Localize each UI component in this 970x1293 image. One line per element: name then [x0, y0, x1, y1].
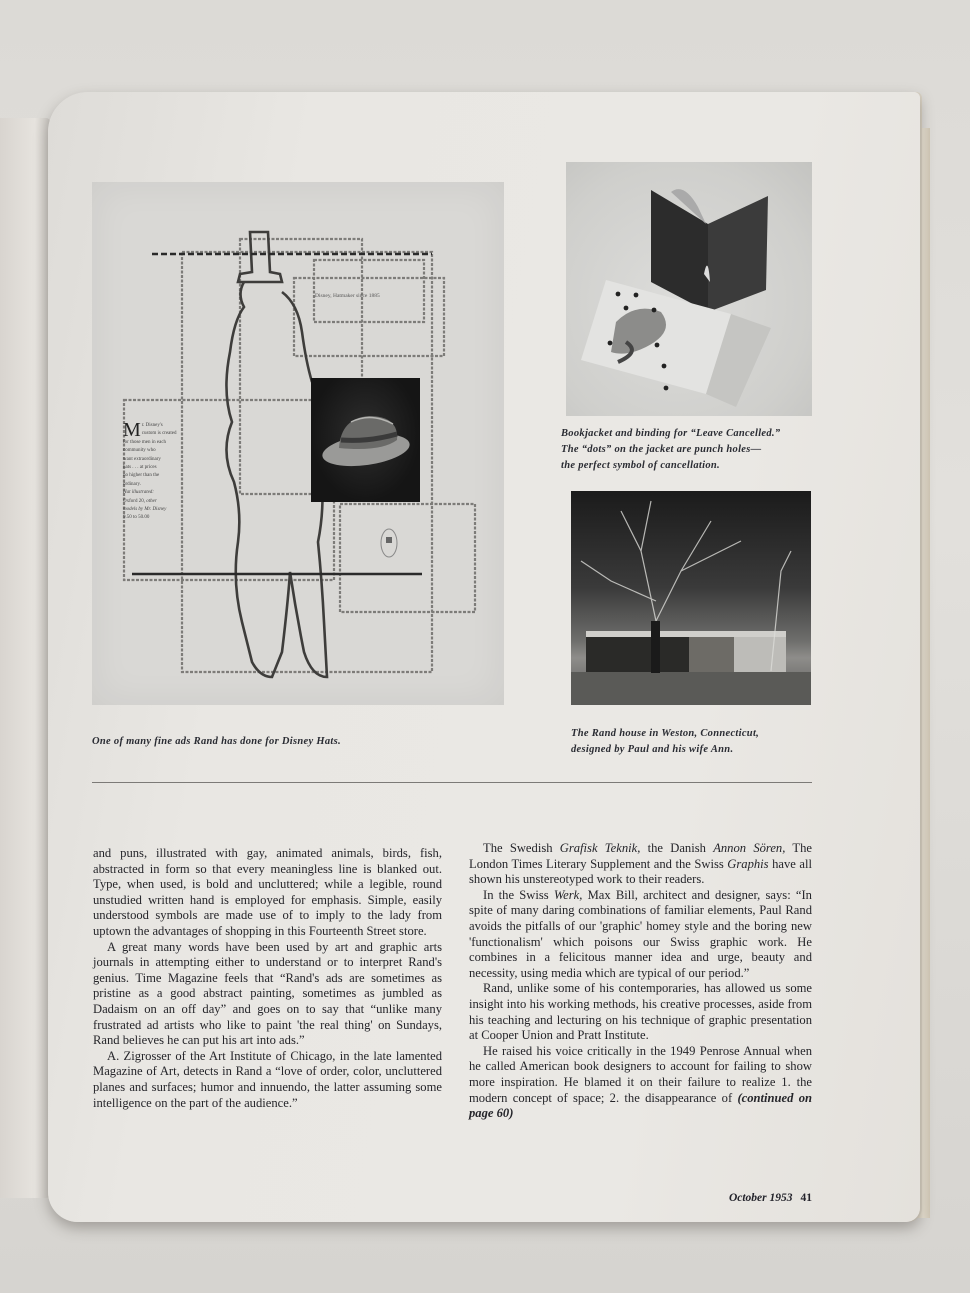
text-run: The Swedish — [483, 841, 560, 855]
article-right-column — [469, 841, 812, 1122]
paragraph: Rand, unlike some of his contemporaries, has allowed us some insight into his working methods, his creative processes, aside from his teaching and lecturing on his technique of graphic presentation at Cooper Union and Pratt Institute. — [469, 981, 812, 1043]
rand-house-photo — [571, 491, 811, 705]
disney-hats-ad-image — [92, 182, 504, 705]
text-run: In the Swiss — [483, 887, 554, 902]
ad-copy-line: community who — [123, 448, 156, 454]
ad-body-copy — [123, 419, 199, 523]
ad-copy-line: custom is created — [141, 431, 177, 437]
ad-copy-line: want extraordinary — [123, 456, 161, 462]
leave-cancelled-book-photo — [566, 162, 812, 416]
ad-tagline: Disney, Hatmaker since 1885 — [315, 293, 380, 299]
page-number: 41 — [800, 1192, 812, 1204]
text-run: Max Bill, architect and designer, says: “In spite of many daring combinations of familiar elements, Paul Rand avoids the pitfalls of our 'graphic' homey style and the boring new 'functionalism' which poisons our Swiss graphic work. He combines in a felicitous manner idea and urge, beauty and necessity, using media which are typical of our period.” — [469, 887, 812, 980]
paragraph — [469, 841, 812, 888]
paragraph: and puns, illustrated with gay, animated animals, birds, fish, abstracted in form so that every meaningless line is blanked out. Type, when used, is bold and uncluttered; while a legible, round unstudied written hand is employed for emphasis. Simple, easily understood symbols are made use of to imply to the lady from uptown the advantages of shopping in this Fourteenth Street store. — [93, 846, 442, 938]
hat-label-emblem-icon — [379, 527, 399, 559]
publication-title: Werk, — [553, 887, 583, 902]
caption-line: the perfect symbol of cancellation. — [561, 460, 720, 471]
left-facing-page — [0, 118, 50, 1198]
paragraph — [469, 888, 812, 982]
ad-dropcap: M — [123, 419, 141, 441]
caption-line: Bookjacket and binding for “Leave Cancelled.” — [561, 428, 781, 439]
ad-copy-line: Hat illustrated: — [123, 490, 154, 496]
bookjacket-caption — [561, 426, 780, 474]
ad-copy-line: r. Disney's — [141, 423, 163, 428]
caption-line: designed by Paul and his wife Ann. — [571, 744, 734, 755]
paragraph: A. Zigrosser of the Art Institute of Chicago, in the late lamented Magazine of Art, detects in Rand a “love of order, color, uncluttered planes and surfaces; humor and innuendo, the latter assuming some intelligence on the part of the audience.” — [93, 1048, 442, 1110]
text-run: He raised his voice critically in the 1949 Penrose Annual when he called American book designers to account for failing to show more inspiration. He blamed it on their failure to realize 1. the modern concept of space; 2. the disappearance of — [469, 1043, 812, 1105]
ad-copy-line: ordinary. — [123, 481, 141, 487]
paragraph: A great many words have been used by art and graphic arts journals in attempting either to understand or to interpret Rand's genius. Time Magazine feels that “Rand's ads are sometimes as pristine as a good abstract painting, sometimes as jumbled as Dadaism on an off day” and goes on to say that “unlike many frustrated ad artists who like to paint 'the real thing' on Sundays, Rand believes he can put his art into ads.” — [93, 939, 442, 1048]
paragraph — [469, 1044, 812, 1122]
ad-copy-line — [123, 498, 199, 506]
text-run: have all shown his unstereotyped work to their readers. — [469, 856, 812, 887]
ad-copy-line: no higher than the — [123, 473, 160, 479]
caption-line: The Rand house in Weston, Connecticut, — [571, 728, 760, 739]
page-footer — [700, 1192, 812, 1204]
house-caption — [571, 726, 759, 758]
ad-price: 9.50 to 50.00 — [123, 515, 150, 521]
text-run: the Danish — [640, 841, 714, 855]
text-run: The London Times Literary Supplement and the Swiss — [469, 841, 812, 871]
publication-title: Grafisk Teknik, — [559, 841, 641, 855]
issue-date: October 1953 — [728, 1192, 793, 1204]
disney-ad-caption: One of many fine ads Rand has done for Disney Hats. — [92, 736, 341, 747]
ad-other: other — [146, 498, 157, 504]
ad-model: Oxford 20, — [123, 498, 145, 504]
article-left-column — [93, 846, 442, 1111]
ad-copy-line: for those men in each — [123, 439, 167, 445]
hat-photo — [311, 378, 420, 502]
publication-title: Annon Sören, — [713, 841, 786, 855]
ad-copy-line: hats . . . at prices — [123, 465, 157, 471]
publication-title: Graphis — [727, 856, 769, 871]
book-illustration — [566, 162, 812, 416]
horizontal-divider — [92, 782, 812, 783]
fedora-hat-icon — [311, 378, 420, 502]
caption-line: The “dots” on the jacket are punch holes— — [561, 444, 762, 455]
continued-link[interactable]: (continued on page 60) — [469, 1090, 812, 1121]
ad-copy-line: models by Mr. Disney — [123, 507, 167, 513]
house-and-trees-illustration — [571, 491, 811, 705]
